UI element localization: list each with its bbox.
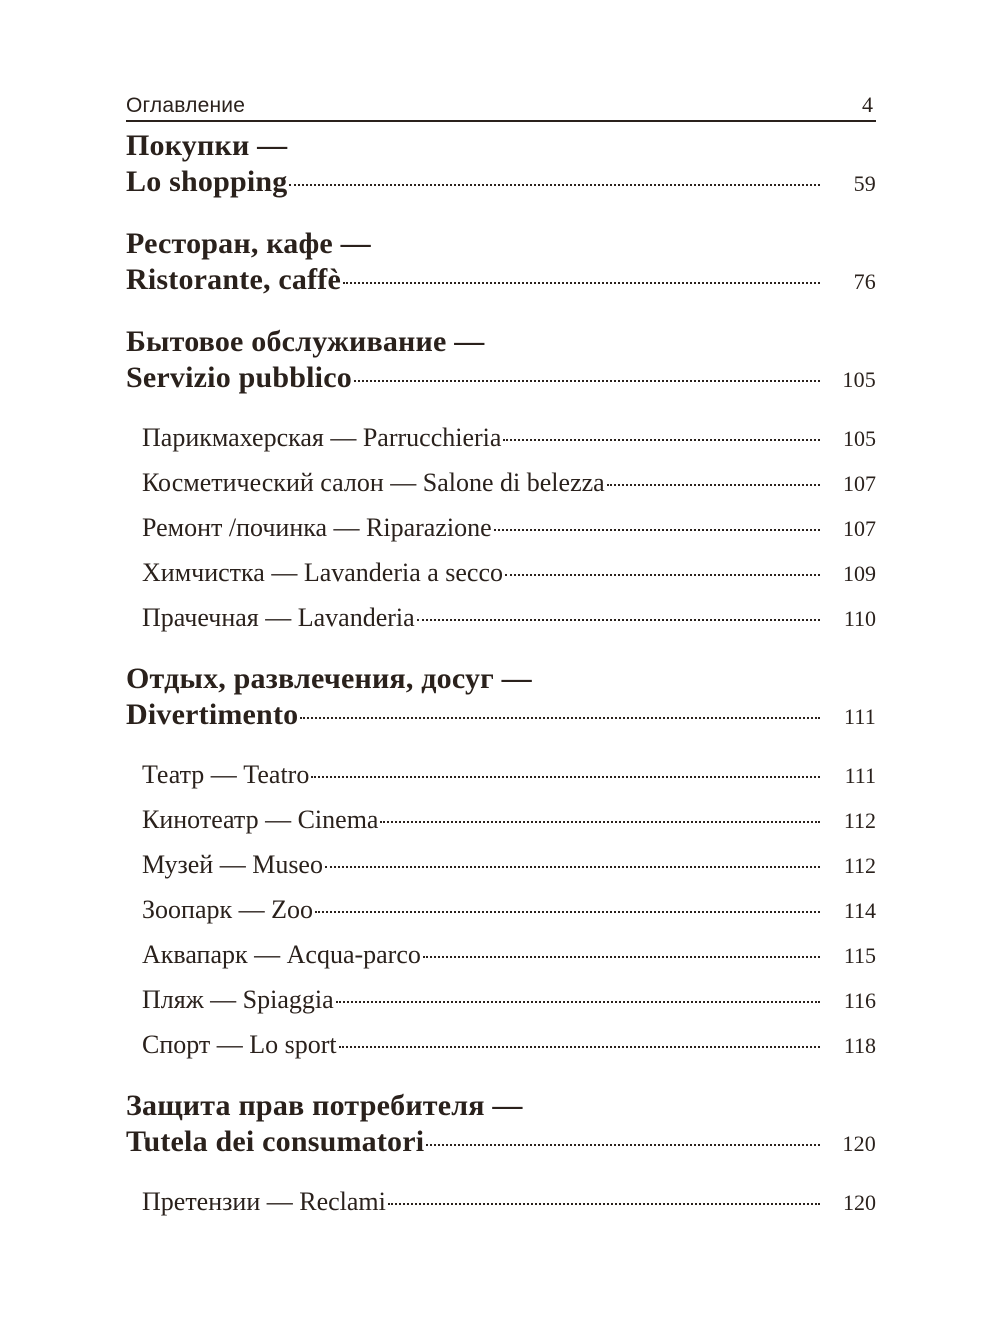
entry-label: Спорт — Lo sport [142,1030,337,1059]
table-of-contents [126,128,876,1225]
toc-entry-beauty-salon[interactable] [126,461,876,506]
toc-entry-sport[interactable] [126,1023,876,1068]
entry-page-number: 115 [843,943,876,968]
dot-leader [311,776,820,778]
toc-entry-dry-cleaning[interactable] [126,551,876,596]
entry-page-number: 105 [843,426,876,451]
toc-page [126,88,876,1225]
toc-section-shopping[interactable] [126,128,876,202]
dot-leader [607,484,820,486]
entry-label: Ремонт /починка — Riparazione [142,513,492,542]
entry-label: Кинотеатр — Cinema [142,805,379,834]
section-page-number: 105 [842,367,876,392]
dot-leader [336,1001,820,1003]
toc-section-entertainment[interactable] [126,661,876,735]
toc-section-restaurant[interactable] [126,226,876,300]
entry-label: Пляж — Spiaggia [142,985,334,1014]
toc-entry-laundry[interactable] [126,596,876,641]
entry-label: Аквапарк — Acqua-parco [142,940,421,969]
dot-leader [325,866,820,868]
entry-page-number: 111 [844,763,876,788]
section-title-line2-row [126,164,876,202]
dot-leader [494,529,820,531]
section-page-number: 120 [842,1131,876,1156]
section-page-number: 76 [853,269,876,294]
toc-section-services[interactable] [126,324,876,398]
dot-leader [503,439,820,441]
section-title-line1: Бытовое обслуживание — [126,325,485,358]
section-title-line1: Покупки — [126,129,288,162]
running-title: Оглавление [126,94,246,117]
section-title-line2: Ristorante, caffè [126,263,341,296]
dot-leader [315,911,820,913]
toc-entry-repair[interactable] [126,506,876,551]
toc-entry-zoo[interactable] [126,888,876,933]
toc-entry-theatre[interactable] [126,753,876,798]
page-number: 4 [862,92,873,117]
entry-page-number: 112 [843,853,876,878]
section-title-line2: Servizio pubblico [126,361,352,394]
dot-leader [343,282,820,284]
section-title-line1: Ресторан, кафе — [126,227,371,260]
entry-label: Химчистка — Lavanderia a secco [142,558,504,587]
section-title-line2: Tutela dei consumatori [126,1125,425,1158]
toc-entry-complaints[interactable] [126,1180,876,1225]
section-page-number: 59 [853,171,876,196]
dot-leader [339,1046,820,1048]
toc-entry-cinema[interactable] [126,798,876,843]
toc-entry-waterpark[interactable] [126,933,876,978]
entry-label: Претензии — Reclami [142,1187,386,1216]
dot-leader [289,184,820,186]
entry-page-number: 112 [843,808,876,833]
toc-entry-hairdresser[interactable] [126,416,876,461]
section-title-line2: Lo shopping [126,165,288,198]
dot-leader [505,574,820,576]
dot-leader [426,1144,820,1146]
entry-label: Парикмахерская — Parrucchieria [142,423,502,452]
section-title-line1: Отдых, развлечения, досуг — [126,662,532,695]
dot-leader [417,619,820,621]
dot-leader [388,1203,820,1205]
toc-entry-museum[interactable] [126,843,876,888]
dot-leader [380,821,820,823]
dot-leader [354,380,820,382]
dot-leader [423,956,820,958]
section-title-line2-row [126,697,876,735]
section-page-number: 111 [844,704,876,729]
entry-page-number: 114 [843,898,876,923]
entry-page-number: 109 [843,561,876,586]
dot-leader [300,717,820,719]
entry-label: Косметический салон — Salone di belezza [142,468,605,497]
entry-page-number: 116 [843,988,876,1013]
entry-label: Музей — Museo [142,850,323,879]
running-header [126,88,876,122]
toc-section-consumer-protection[interactable] [126,1088,876,1162]
entry-page-number: 118 [843,1033,876,1058]
section-title-line2-row [126,360,876,398]
entry-page-number: 107 [843,516,876,541]
section-title-line2-row [126,1124,876,1162]
entry-label: Прачечная — Lavanderia [142,603,415,632]
section-title-line2: Divertimento [126,698,299,731]
entry-label: Театр — Teatro [142,760,310,789]
toc-entry-beach[interactable] [126,978,876,1023]
section-title-line1: Защита прав потребителя — [126,1089,523,1122]
section-title-line2-row [126,262,876,300]
entry-page-number: 120 [843,1190,876,1215]
entry-page-number: 107 [843,471,876,496]
entry-page-number: 110 [843,606,876,631]
entry-label: Зоопарк — Zoo [142,895,313,924]
